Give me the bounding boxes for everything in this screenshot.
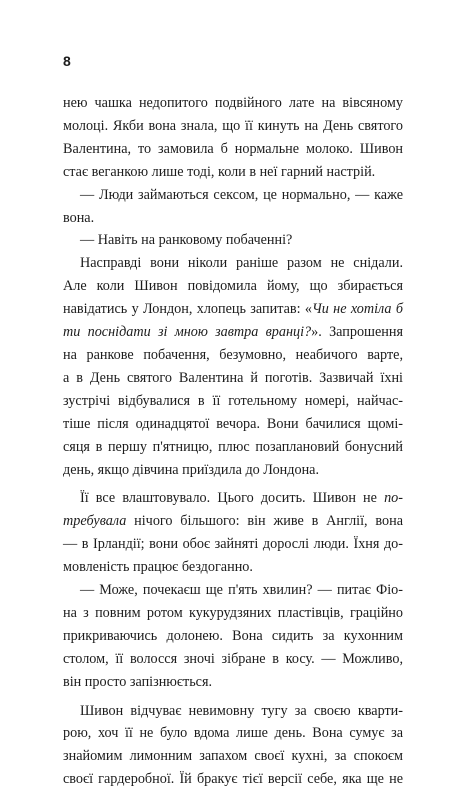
body-text	[63, 92, 403, 791]
text-line	[63, 510, 403, 533]
text-line: нею чашка недопитого подвійного лате на вівсяному	[63, 95, 403, 111]
text-line: вона.	[63, 209, 95, 226]
italic-text-segment: по-	[384, 490, 403, 507]
text-line: на ранкове побачення, безумовно, неабичого варте,	[63, 346, 403, 363]
text-line: зустрічі відбувалися в її готельному номері, найчас-	[63, 392, 403, 409]
text-line: — в Ірландії; вони обоє зайняті дорослі люди. Їхня до-	[63, 536, 403, 553]
text-line: — Люди займаються сексом, це нормально, — каже	[80, 186, 403, 203]
italic-text-segment: Чи не хотіла б	[311, 301, 403, 318]
text-line: прикриваючись долонею. Вона сидить за кухонним	[63, 627, 403, 644]
text-line: стає веганкою лише тоді, коли в неї гарний настрій.	[63, 163, 376, 180]
text-line: мовленість працює бездоганно.	[63, 559, 253, 576]
text-line: столом, її волосся зночі зібране в косу. — Можливо,	[63, 650, 403, 667]
text-line: сяця в першу п'ятницю, плюс позаплановий бонусний	[63, 438, 403, 455]
text-line: тіше після одинадцятої вечора. Вони бачилися щомі-	[63, 415, 403, 432]
italic-text-segment: ти поснідати зі мною завтра вранці?	[63, 324, 312, 341]
text-line	[63, 321, 403, 344]
text-segment: нічого більшого: він живе в Англії, вона	[126, 513, 403, 530]
text-line: рою, хоч її не було вдома лише день. Вона сумує за	[63, 725, 403, 742]
text-line: — Навіть на ранковому побаченні?	[80, 232, 293, 249]
text-line: своєї гардеробної. Їй бракує тієї версії себе, яка ще не	[63, 771, 403, 788]
text-segment: навідатись у Лондон, хлопець запитав: «	[63, 301, 312, 318]
text-line	[63, 487, 403, 510]
text-segment: Її все влаштовувало. Цього досить. Шивон не	[80, 490, 385, 507]
text-line: а в День святого Валентина й поготів. Зазвичай їхні	[63, 369, 403, 386]
text-line: Валентина, то замовила б нормальне молоко. Шивон	[63, 140, 403, 157]
text-line: знайомим лимонним запахом своєї кухні, за спокоєм	[63, 748, 403, 765]
text-line: — Може, почекаєш ще п'ять хвилин? — питає Фіо-	[80, 582, 403, 599]
text-line: молоці. Якби вона знала, що її кинуть на День святого	[63, 117, 403, 134]
text-segment: ». Запрошення	[311, 324, 403, 341]
text-line: день, якщо дівчина приїздила до Лондона.	[63, 461, 320, 478]
text-line: Насправді вони ніколи раніше разом не снідали.	[80, 255, 403, 272]
text-line: Шивон відчуває невимовну тугу за своєю кварти-	[80, 702, 403, 719]
italic-text-segment: требувала	[63, 513, 127, 530]
text-line: Але коли Шивон повідомила йому, що збирається	[63, 278, 403, 295]
text-line: на з повним ротом кукурудзяних пластівців, граційно	[63, 604, 403, 621]
text-line	[63, 298, 403, 321]
text-line: він просто запізнюється.	[63, 673, 213, 690]
page-number: 8	[63, 53, 71, 69]
